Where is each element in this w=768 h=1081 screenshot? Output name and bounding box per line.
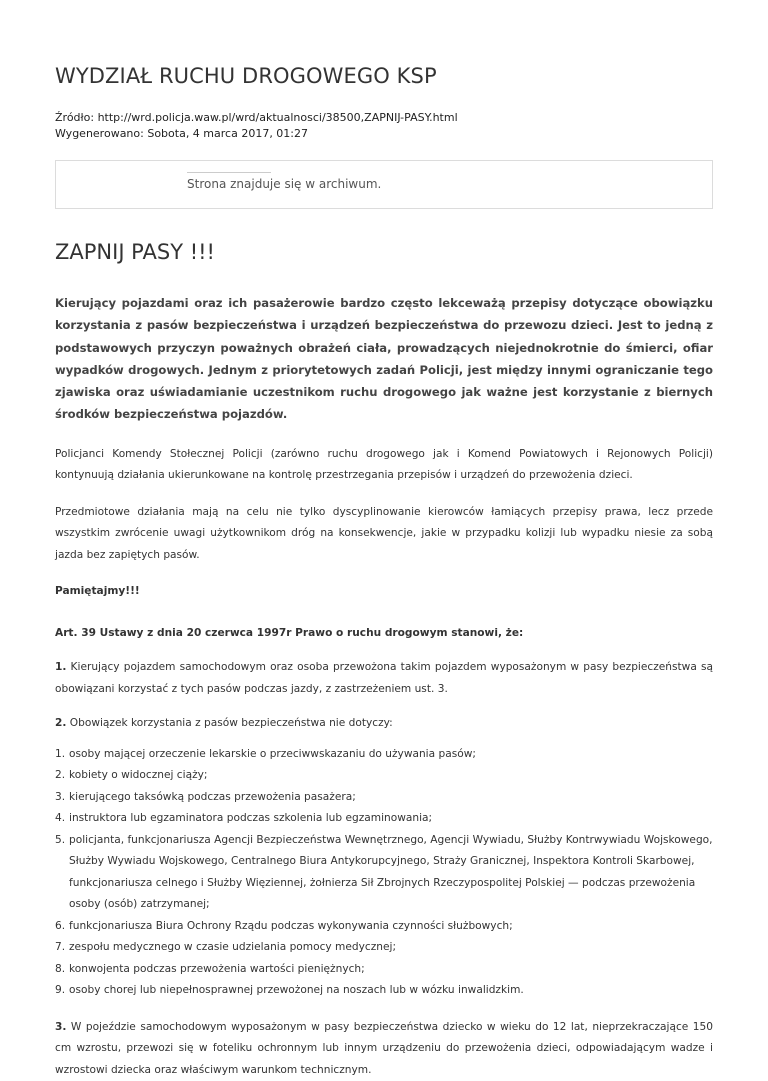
- list-item-text: zespołu medycznego w czasie udzielania pomocy medycznej;: [69, 941, 397, 954]
- list-item-text: policjanta, funkcjonariusza Agencji Bezpieczeństwa Wewnętrznego, Agencji Wywiadu, Służby Kontrwywiadu Wojskowego, Służby Wywiadu Wojskowego, Centralnego Biura Antykorupcyjnego, Straży Granicznej, Inspektora Kontroli Skarbowej, funkcjonariusza celnego i Służby Więziennej, żołnierza Sił Zbrojnych Rzeczypospolitej Polskiej — podczas przewożenia osoby (osób) zatrzymanej;: [69, 833, 713, 911]
- site-title: WYDZIAŁ RUCHU DROGOWEGO KSP: [55, 64, 437, 88]
- list-item: [55, 980, 713, 1002]
- list-item: [55, 787, 713, 809]
- list-item: [55, 830, 713, 916]
- section-1: [55, 657, 713, 700]
- article-title: ZAPNIJ PASY !!!: [55, 240, 215, 264]
- article-lead: Kierujący pojazdami oraz ich pasażerowie bardzo często lekceważą przepisy dotyczące obowiązku korzystania z pasów bezpieczeństwa i urządzeń bezpieczeństwa do przewozu dzieci. Jest to jedną z podstawowych przyczyn poważnych obrażeń ciała, prowadzących niejednokrotnie do śmierci, ofiar wypadków drogowych. Jednym z priorytetowych zadań Policji, jest między innymi ograniczanie tego zjawiska oraz uświadamianie uczestnikom ruchu drogowego jak ważne jest korzystanie z biernych środków bezpieczeństwa pojazdów.: [55, 296, 713, 422]
- list-item: [55, 937, 713, 959]
- list-item-text: kobiety o widocznej ciąży;: [69, 769, 208, 782]
- paragraph-2: Przedmiotowe działania mają na celu nie tylko dyscyplinowanie kierowców łamiących przepisy prawa, lecz przede wszystkim zwrócenie uwagi użytkownikom dróg na konsekwencje, jakie w przypadku kolizji lub wypadku niesie za sobą jazda bez zapiętych pasów.: [55, 505, 713, 561]
- list-item-number: 7.: [55, 941, 66, 954]
- list-item-number: 6.: [55, 919, 66, 932]
- list-item-number: 1.: [55, 747, 66, 760]
- source-url: Źródło: http://wrd.policja.waw.pl/wrd/aktualnosci/38500,ZAPNIJ-PASY.html: [55, 111, 458, 124]
- law-heading: [55, 623, 713, 645]
- section-1-text: Kierujący pojazdem samochodowym oraz osoba przewożona takim pojazdem wyposażonym w pasy bezpieczeństwa są obowiązani korzystać z tych pasów podczas jazdy, z zastrzeżeniem ust. 3.: [55, 661, 713, 695]
- list-item: [55, 765, 713, 787]
- list-item: [55, 808, 713, 830]
- remember-note: [55, 581, 713, 603]
- list-item-number: 4.: [55, 812, 66, 825]
- list-item-text: konwojenta podczas przewożenia wartości pieniężnych;: [69, 962, 365, 975]
- list-item-number: 9.: [55, 984, 66, 997]
- list-item-text: funkcjonariusza Biura Ochrony Rządu podczas wykonywania czynności służbowych;: [69, 919, 513, 932]
- list-item-text: osoby chorej lub niepełnosprawnej przewożonej na noszach lub w wózku inwalidzkim.: [69, 984, 524, 997]
- list-item: [55, 916, 713, 938]
- law-heading-text: Art. 39 Ustawy z dnia 20 czerwca 1997r Prawo o ruchu drogowym stanowi, że:: [55, 626, 524, 639]
- exemptions-list: [55, 744, 713, 1002]
- section-3-number: 3.: [55, 1020, 67, 1033]
- archive-notice-text: Strona znajduje się w archiwum.: [187, 177, 382, 191]
- list-item: [55, 744, 713, 766]
- archive-notice-box: [55, 160, 713, 209]
- list-item-number: 8.: [55, 962, 66, 975]
- list-item: [55, 959, 713, 981]
- remember-text: Pamiętajmy!!!: [55, 585, 140, 598]
- section-3: [55, 1017, 713, 1081]
- section-2-text: Obowiązek korzystania z pasów bezpieczeństwa nie dotyczy:: [66, 717, 393, 730]
- section-3-text: W pojeździe samochodowym wyposażonym w pasy bezpieczeństwa dziecko w wieku do 12 lat, nieprzekraczające 150 cm wzrostu, przewozi się w foteliku ochronnym lub innym urządzeniu do przewożenia dzieci, odpowiadającym wadze i wzrostowi dziecka oraz właściwym warunkom technicznym.: [55, 1020, 713, 1076]
- list-item-number: 2.: [55, 769, 66, 782]
- section-1-number: 1.: [55, 661, 67, 674]
- archive-divider: [187, 172, 271, 173]
- list-item-text: osoby mającej orzeczenie lekarskie o przeciwwskazaniu do używania pasów;: [69, 747, 476, 760]
- section-2-number: 2.: [55, 717, 67, 730]
- list-item-number: 3.: [55, 790, 66, 803]
- list-item-number: 5.: [55, 833, 66, 846]
- generated-date: Wygenerowano: Sobota, 4 marca 2017, 01:27: [55, 127, 309, 140]
- list-item-text: kierującego taksówką podczas przewożenia pasażera;: [69, 790, 356, 803]
- paragraph-1: Policjanci Komendy Stołecznej Policji (zarówno ruchu drogowego jak i Komend Powiatowych i Rejonowych Policji) kontynuują działania ukierunkowane na kontrolę przestrzegania przepisów i urządzeń do przewożenia dzieci.: [55, 447, 713, 482]
- list-item-text: instruktora lub egzaminatora podczas szkolenia lub egzaminowania;: [69, 812, 433, 825]
- section-2: [55, 713, 713, 735]
- page-meta: [55, 110, 713, 142]
